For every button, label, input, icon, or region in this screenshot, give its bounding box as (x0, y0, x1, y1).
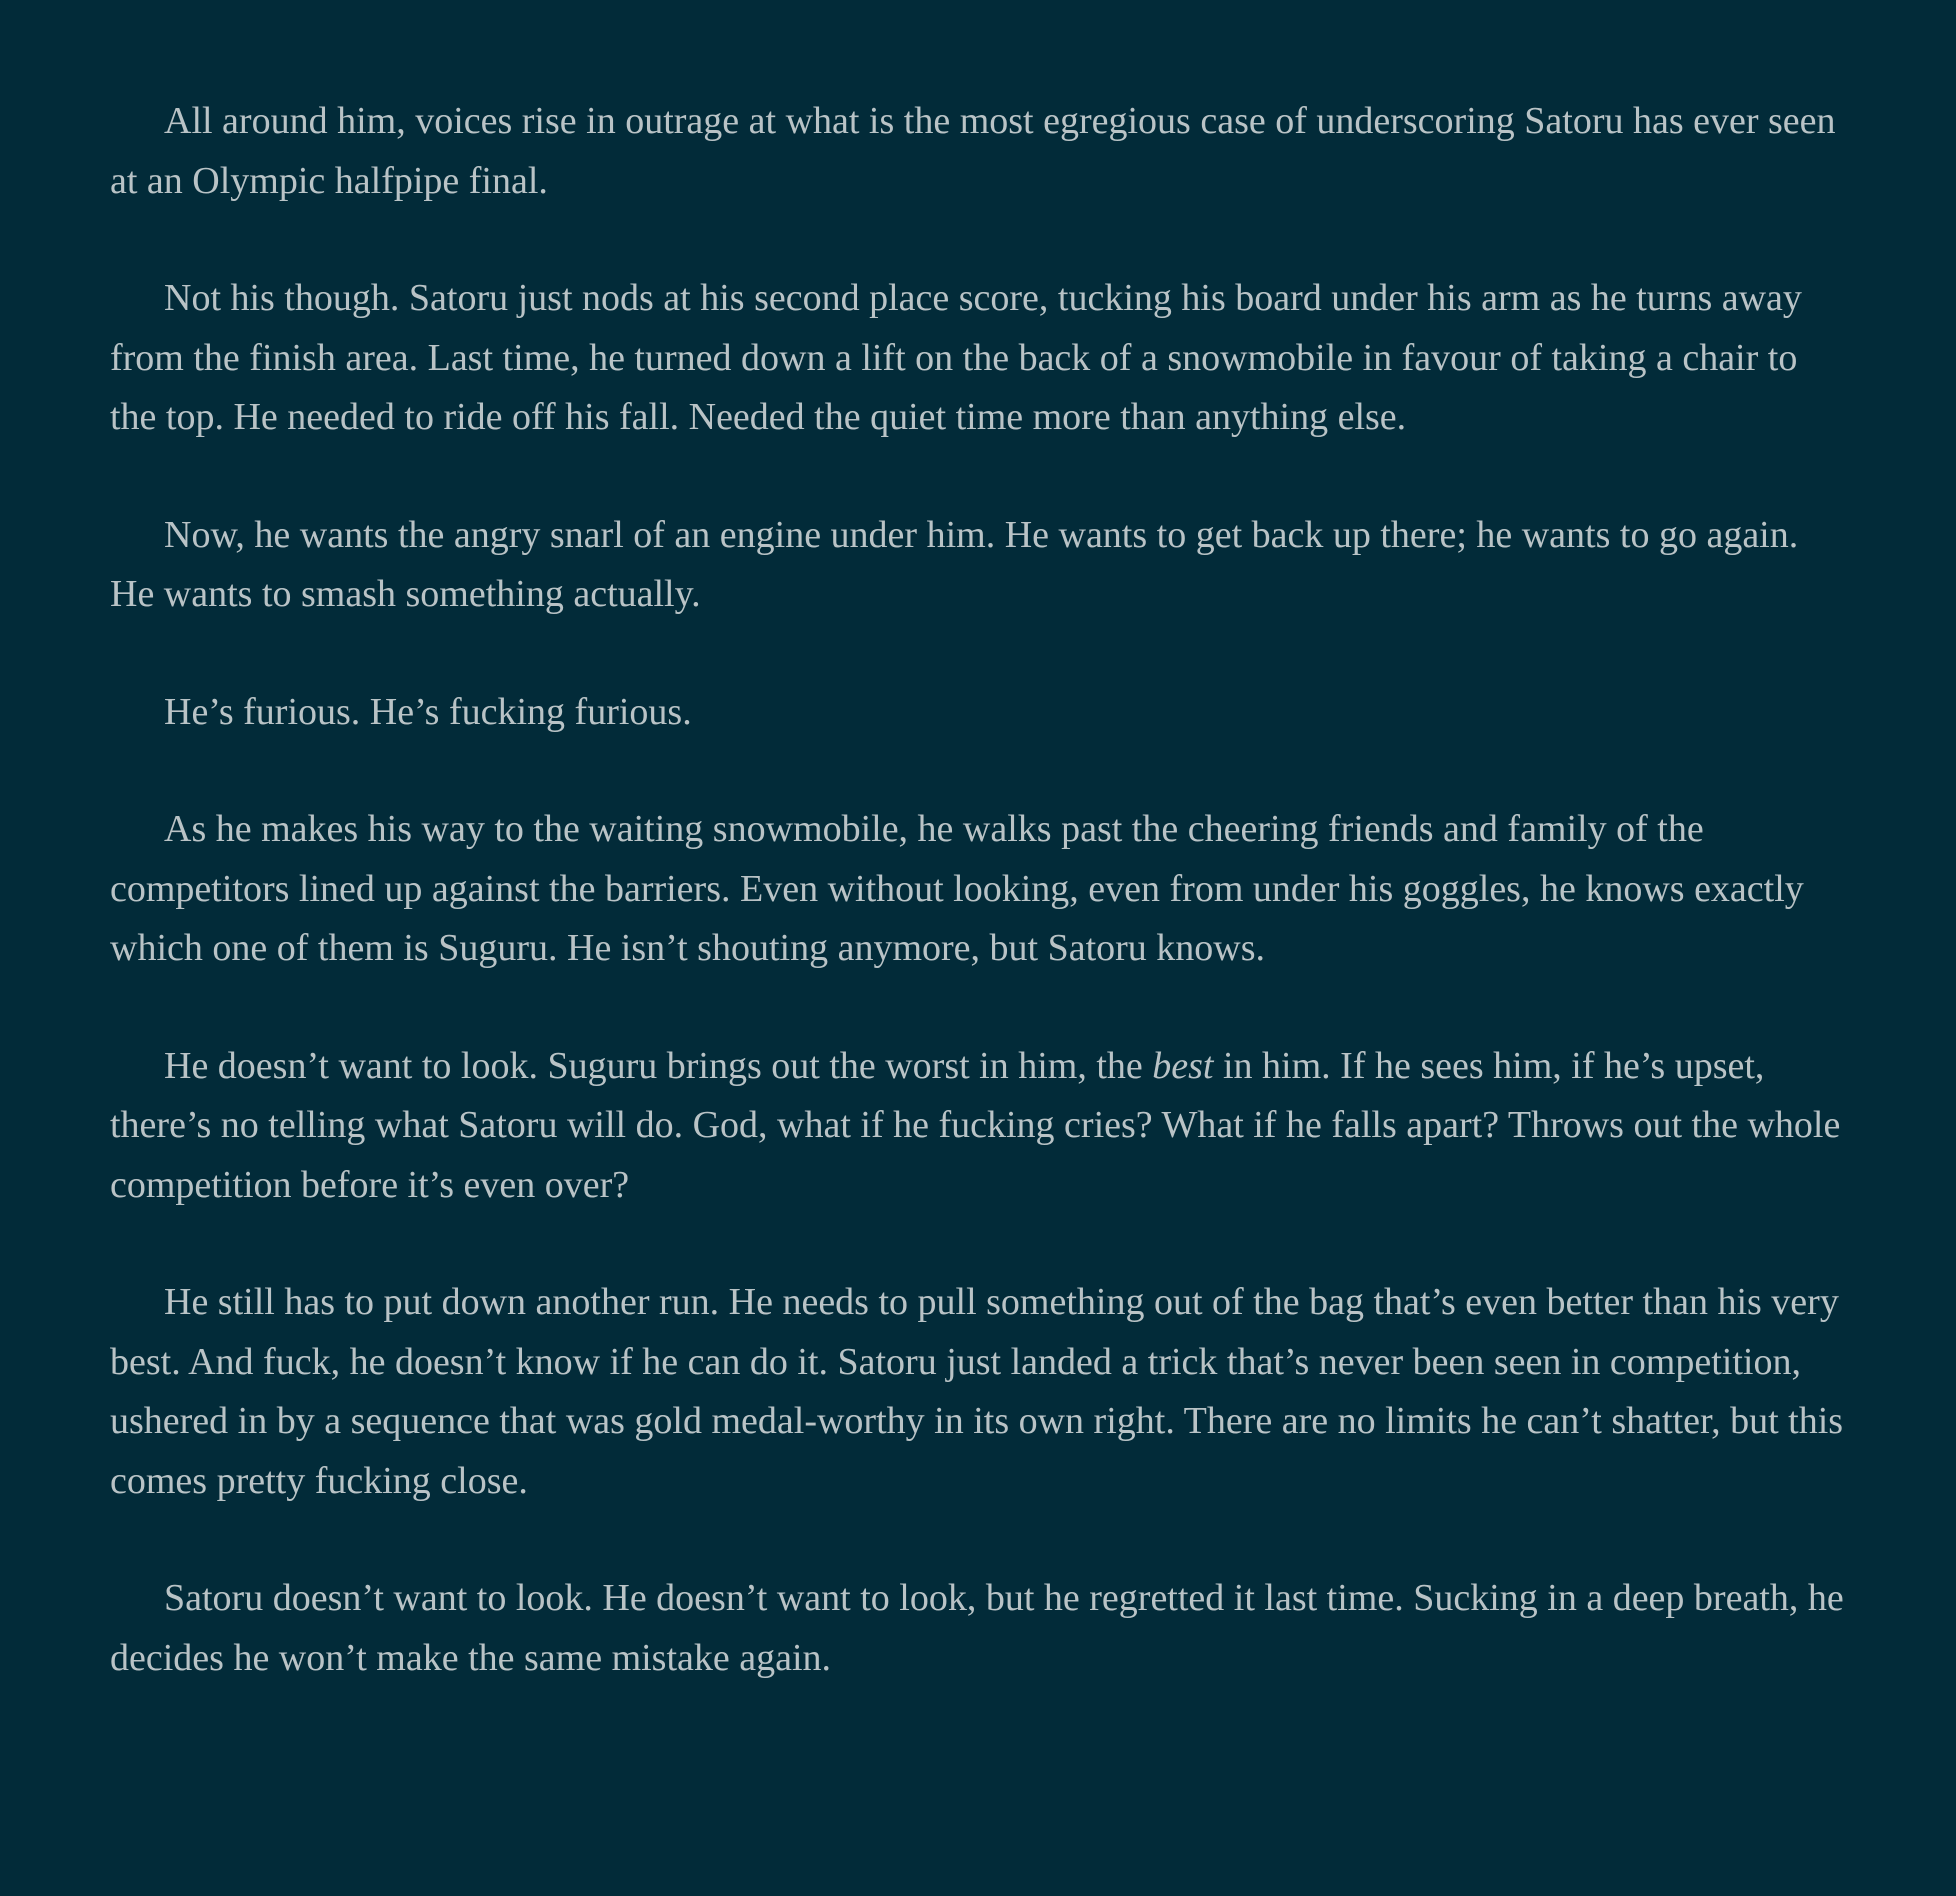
paragraph-text: Now, he wants the angry snarl of an engine under him. He wants to get back up there; he wants to go again. He wants to smash something actually. (110, 513, 1799, 615)
paragraph (110, 1273, 1846, 1511)
paragraph-text: All around him, voices rise in outrage at what is the most egregious case of underscoring Satoru has ever seen at an Olympic halfpipe final. (110, 100, 1836, 202)
paragraph-text: He still has to put down another run. He needs to pull something out of the bag that’s even better than his very best. And fuck, he doesn’t know if he can do it. Satoru just landed a trick that’s never been seen in competition, ushered in by a sequence that was gold medal-worthy in its own right. There are no limits he can’t shatter, but this comes pretty fucking close. (110, 1281, 1844, 1502)
paragraph-text: Not his though. Satoru just nods at his second place score, tucking his board under his arm as he turns away from the finish area. Last time, he turned down a lift on the back of a snowmobile in favour of taking a chair to the top. He needed to ride off his fall. Needed the quiet time more than anything else. (110, 277, 1802, 438)
paragraph (110, 1037, 1846, 1216)
paragraph-text: Satoru doesn’t want to look. He doesn’t want to look, but he regretted it last time. Sucking in a deep breath, he decides he won’t make the same mistake again. (110, 1577, 1844, 1679)
paragraph-text: As he makes his way to the waiting snowmobile, he walks past the cheering friends and family of the competitors lined up against the barriers. Even without looking, even from under his goggles, he knows exactly which one of them is Suguru. He isn’t shouting anymore, but Satoru knows. (110, 808, 1804, 969)
paragraph (110, 1569, 1846, 1688)
emphasis-text: best (1152, 1044, 1214, 1087)
paragraph-text: He’s furious. He’s fucking furious. (164, 690, 692, 733)
paragraph (110, 800, 1846, 979)
paragraph (110, 269, 1846, 448)
paragraph (110, 92, 1846, 211)
story-text (110, 92, 1846, 1688)
paragraph-text: He doesn’t want to look. Suguru brings out the worst in him, the (164, 1044, 1153, 1087)
paragraph (110, 683, 1846, 743)
paragraph-text: in him. If he sees him, if he’s upset, there’s no telling what Satoru will do. God, what if he fucking cries? What if he falls apart? Throws out the whole competition before it’s even over? (110, 1044, 1841, 1206)
paragraph (110, 506, 1846, 625)
